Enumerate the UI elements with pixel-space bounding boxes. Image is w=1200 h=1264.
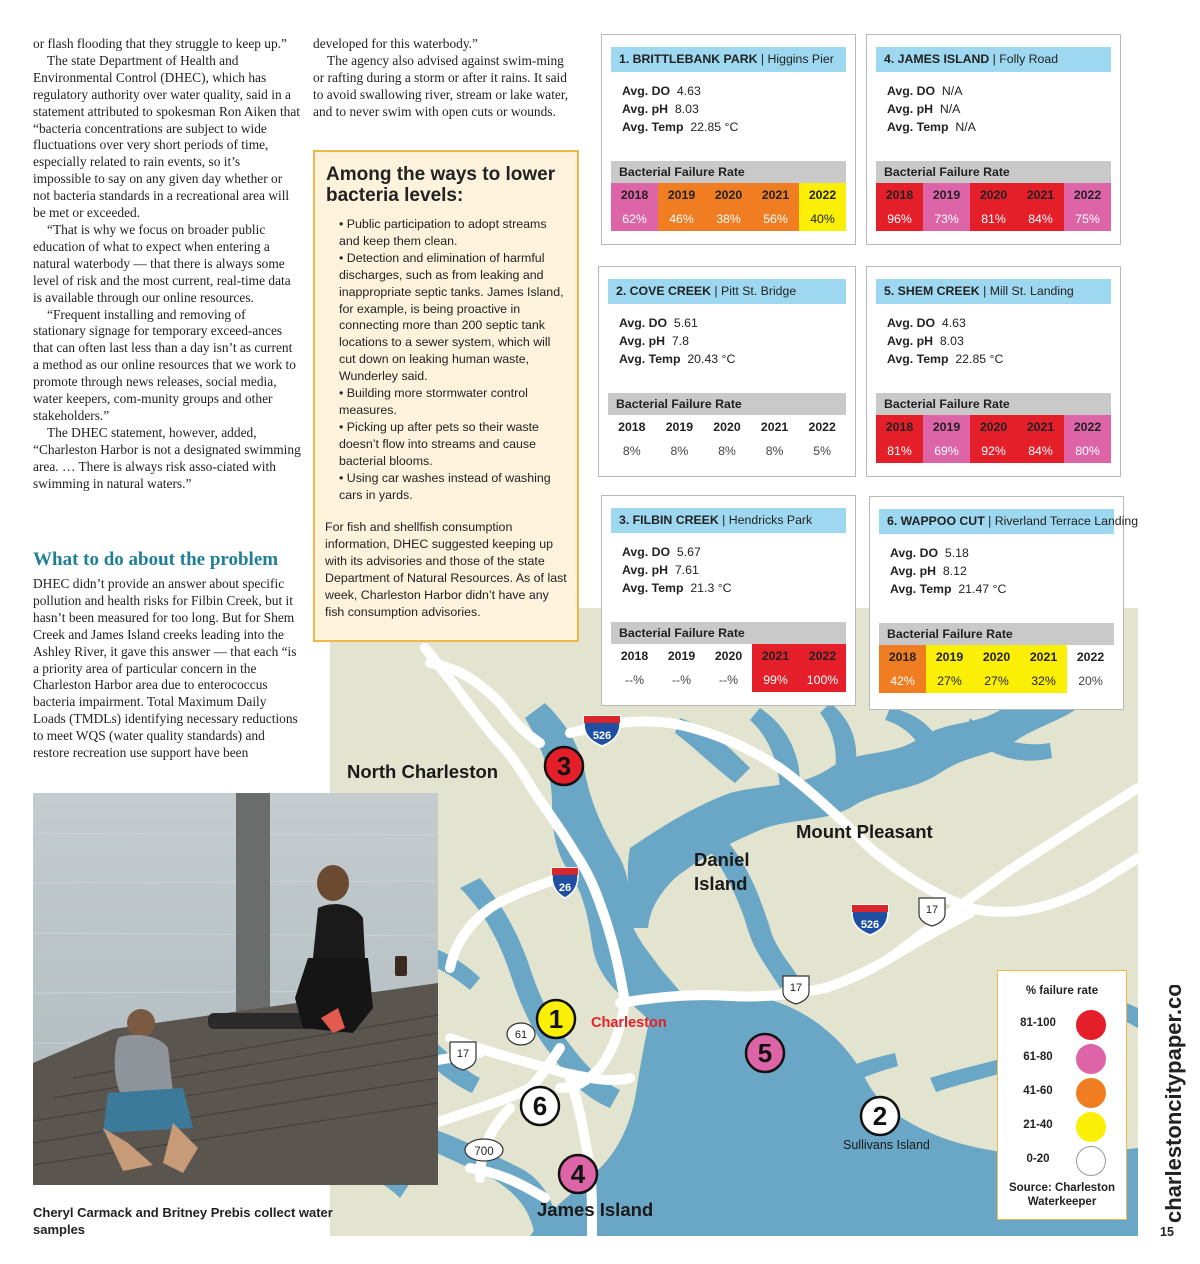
- shield-us17-east: [919, 898, 945, 926]
- legend-row: [1012, 1112, 1116, 1142]
- rate-value: 8%: [718, 444, 736, 458]
- legend-row: [1012, 1146, 1116, 1176]
- site-card: [866, 266, 1121, 477]
- legend-swatch: [1076, 1146, 1106, 1176]
- site-location: Higgins Pier: [767, 52, 834, 66]
- rate-cell: [879, 645, 926, 693]
- photo: [33, 793, 438, 1185]
- bfr-header: Bacterial Failure Rate: [876, 161, 1111, 183]
- rate-cell: [658, 644, 705, 692]
- site-name: 5. SHEM CREEK: [884, 284, 980, 298]
- rate-value: 38%: [716, 212, 741, 226]
- site-marker-2: [861, 1097, 899, 1135]
- label-mount-pleasant: Mount Pleasant: [796, 821, 933, 842]
- legend-label: 81-100: [1020, 1017, 1056, 1029]
- rate-cell: [608, 415, 656, 463]
- photo-graphic: [33, 793, 438, 1185]
- rate-year: 2022: [808, 188, 837, 202]
- rate-cell: [705, 644, 752, 692]
- site-marker-4: [559, 1155, 597, 1193]
- card-stats: [887, 82, 976, 136]
- rate-year: 2018: [620, 188, 649, 202]
- card-title: 2. COVE CREEK | Pitt St. Bridge: [608, 279, 846, 304]
- rate-cell: [799, 183, 846, 231]
- card-title: 1. BRITTLEBANK PARK | Higgins Pier: [611, 47, 846, 72]
- card-title: 3. FILBIN CREEK | Hendricks Park: [611, 508, 846, 533]
- rate-cell: [973, 645, 1020, 693]
- rate-value: 81%: [887, 444, 912, 458]
- pier-post: [236, 793, 270, 1025]
- rate-grid: [611, 644, 846, 692]
- rate-year: 2020: [979, 420, 1008, 434]
- rate-year: 2019: [667, 188, 696, 202]
- sidebar-title: Among the ways to lower bacteria levels:: [326, 164, 556, 206]
- rate-year: 2019: [932, 188, 961, 202]
- rate-year: 2021: [760, 420, 789, 434]
- paragraph: developed for this waterbody.”: [313, 36, 478, 51]
- rate-year: 2018: [620, 649, 649, 663]
- rate-cell: [1064, 415, 1111, 463]
- rate-cell: [1067, 645, 1114, 693]
- rate-value: 8%: [670, 444, 689, 458]
- card-stats: [887, 314, 1003, 368]
- stat-temp: Avg. Temp 21.3 °C: [622, 581, 732, 595]
- site-marker-1: [537, 1000, 575, 1038]
- rate-value: 62%: [622, 212, 647, 226]
- stat-do: Avg. DO 4.63: [887, 316, 966, 330]
- legend-row: [1012, 1044, 1116, 1074]
- svg-text:3: 3: [556, 751, 572, 781]
- rate-value: 73%: [934, 212, 959, 226]
- stat-temp: Avg. Temp 20.43 °C: [619, 352, 736, 366]
- rate-cell: [611, 644, 658, 692]
- rate-cell: [752, 644, 799, 692]
- rate-year: 2020: [714, 188, 743, 202]
- paragraph: The state Department of Health and Environmental Control (DHEC), which has regulatory authority over water quality, said in a statement attributed to spokesman Ron Aiken that “bacteria concentrations are subject to wide fluctuations over very short periods of time, especially related to rain events, so it’s impossible to say on any given day whether or not bacteria standards in a recreational area will be met or exceeded.: [33, 52, 301, 221]
- rate-value: 20%: [1078, 674, 1103, 688]
- rate-year: 2020: [982, 650, 1011, 664]
- svg-text:2: 2: [872, 1101, 888, 1131]
- list-item: • Detection and elimination of harmful discharges, such as from leaking and inappropriate septic tanks. James Island, for example, is being proactive in connecting more than 200 septic tank locations to a sewer system, which will cut down on leaking human waste, Wunderley said.: [339, 250, 564, 384]
- rate-value: 27%: [984, 674, 1009, 688]
- sidebar-box: [313, 150, 579, 642]
- rate-cell: [656, 415, 704, 463]
- article-column-2: [313, 36, 569, 121]
- site-card: [601, 495, 856, 706]
- site-name: [1158, 985, 1188, 1225]
- legend-row: [1012, 1010, 1116, 1040]
- site-name: 3. FILBIN CREEK: [619, 513, 719, 527]
- card-title: 4. JAMES ISLAND | Folly Road: [876, 47, 1111, 72]
- legend-label: 61-80: [1023, 1051, 1053, 1063]
- rate-cell: [1064, 183, 1111, 231]
- bfr-header: Bacterial Failure Rate: [611, 622, 846, 644]
- rate-year: 2019: [667, 649, 696, 663]
- site-location: Mill St. Landing: [989, 284, 1074, 298]
- site-name: 2. COVE CREEK: [616, 284, 711, 298]
- svg-text:61: 61: [514, 1029, 528, 1041]
- rate-grid: [876, 183, 1111, 231]
- stat-temp: Avg. Temp N/A: [887, 120, 976, 134]
- site-location: Hendricks Park: [728, 513, 813, 527]
- rate-cell: [705, 183, 752, 231]
- site-location: Riverland Terrace Landing: [994, 514, 1139, 528]
- svg-text:1: 1: [548, 1004, 564, 1034]
- rate-cell: [1020, 645, 1067, 693]
- rate-year: 2020: [713, 420, 741, 434]
- shield-us17-mid: [783, 976, 809, 1004]
- page-number: 15: [1160, 1225, 1174, 1239]
- rate-year: 2021: [1029, 650, 1058, 664]
- section-headline: What to do about the problem: [33, 549, 279, 570]
- rate-value: --%: [718, 673, 739, 687]
- sidebar-list: [325, 216, 567, 503]
- rate-value: 96%: [887, 212, 912, 226]
- rate-value: 99%: [763, 673, 788, 687]
- rate-cell: [876, 415, 923, 463]
- list-item: • Building more stormwater control measures.: [339, 386, 528, 417]
- rate-value: 5%: [813, 444, 832, 458]
- rate-year: 2019: [665, 420, 694, 434]
- card-stats: [890, 544, 1006, 598]
- stat-do: Avg. DO 4.63: [622, 84, 701, 98]
- rate-year: 2022: [1073, 420, 1102, 434]
- stat-ph: Avg. pH 8.03: [622, 102, 699, 116]
- rate-year: 2018: [618, 420, 646, 434]
- rate-value: 75%: [1075, 212, 1100, 226]
- bfr-header: Bacterial Failure Rate: [611, 161, 846, 183]
- stat-ph: Avg. pH 7.61: [622, 563, 699, 577]
- rate-year: 2020: [714, 649, 743, 663]
- rate-value: 27%: [937, 674, 962, 688]
- rate-value: 100%: [806, 673, 839, 687]
- rate-value: 46%: [669, 212, 694, 226]
- bfr-header: Bacterial Failure Rate: [879, 623, 1114, 645]
- legend-swatch: [1076, 1112, 1106, 1142]
- site-card: [598, 266, 856, 477]
- rate-year: 2018: [885, 188, 914, 202]
- stat-ph: Avg. pH 7.8: [619, 334, 689, 348]
- rate-year: 2018: [885, 420, 914, 434]
- rate-value: 40%: [810, 212, 835, 226]
- rate-value: 81%: [981, 212, 1006, 226]
- stat-temp: Avg. Temp 22.85 °C: [622, 120, 739, 134]
- legend-swatch: [1076, 1010, 1106, 1040]
- site-name: 4. JAMES ISLAND: [884, 52, 990, 66]
- site-marker-3: [545, 747, 583, 785]
- paragraph: “That is why we focus on broader public education of what to expect when entering a natural waterbody — that there is always some level of risk and the most current, real-time data is available through our online resources.: [33, 221, 291, 305]
- svg-text:5: 5: [757, 1038, 773, 1068]
- rate-cell: [1017, 415, 1064, 463]
- svg-text:526: 526: [860, 919, 880, 931]
- rate-grid: [879, 645, 1114, 693]
- card-stats: [622, 543, 732, 597]
- paragraph: DHEC didn’t provide an answer about specific pollution and health risks for Filbin Creek, but it hasn’t been measured for too long. But for Shem Creek and James Island creeks leading into the Ashley River, it gave this answer — that each “is a priority area of particular concern in the Charleston Harbor area due to enterococcus bacteria impairment. Total Maximum Daily Loads (TMDLs) identifying necessary reductions to meet WQS (water quality standards) and restore recreation use support have been: [33, 576, 298, 761]
- rate-year: 2021: [1026, 188, 1055, 202]
- svg-text:17: 17: [925, 904, 939, 916]
- rate-value: 8%: [622, 444, 641, 458]
- label-daniel: Daniel: [694, 849, 750, 870]
- rate-year: 2021: [761, 188, 790, 202]
- label-charleston: Charleston: [591, 1015, 667, 1031]
- label-island: Island: [694, 873, 748, 894]
- rate-cell: [752, 183, 799, 231]
- svg-text:17: 17: [456, 1048, 470, 1060]
- rate-year: 2021: [1026, 420, 1055, 434]
- stat-do: Avg. DO N/A: [887, 84, 963, 98]
- site-card: [869, 496, 1139, 710]
- rate-grid: [876, 415, 1111, 463]
- rate-value: --%: [624, 673, 645, 687]
- rate-value: 84%: [1028, 212, 1053, 226]
- legend-label: 0-20: [1026, 1153, 1050, 1165]
- stat-do: Avg. DO 5.67: [622, 545, 701, 559]
- rate-cell: [876, 183, 923, 231]
- label-north-charleston: North Charleston: [347, 761, 499, 782]
- legend-source: Source: Charleston Waterkeeper: [1008, 1182, 1116, 1208]
- site-card: [601, 34, 856, 245]
- stat-ph: Avg. pH N/A: [887, 102, 961, 116]
- card-title: 6. WAPPOO CUT | Riverland Terrace Landing: [879, 509, 1114, 534]
- stat-ph: Avg. pH 8.12: [890, 564, 967, 578]
- rate-value: 32%: [1031, 674, 1056, 688]
- sidebar-paragraph: For fish and shellfish consumption information, DHEC suggested keeping up with its advisories and those of the state Department of Natural Resources. As of last week, Charleston Harbor didn’t have any fish consumption advisories.: [325, 520, 567, 619]
- legend-label: 41-60: [1023, 1085, 1053, 1097]
- list-item: • Public participation to adopt streams and keep them clean.: [339, 217, 547, 248]
- site-card: [866, 34, 1121, 245]
- card-title: 5. SHEM CREEK | Mill St. Landing: [876, 279, 1111, 304]
- shield-sc61: [507, 1023, 535, 1045]
- svg-text:6: 6: [532, 1091, 548, 1121]
- label-sullivans-island: Sullivans Island: [843, 1138, 930, 1152]
- rate-year: 2022: [1076, 650, 1105, 664]
- paragraph: or flash flooding that they struggle to keep up.”: [33, 36, 287, 51]
- rate-year: 2018: [888, 650, 917, 664]
- rate-year: 2022: [1073, 188, 1102, 202]
- rate-value: 42%: [890, 674, 915, 688]
- rate-value: 69%: [934, 444, 959, 458]
- rate-value: 92%: [981, 444, 1006, 458]
- bfr-header: Bacterial Failure Rate: [876, 393, 1111, 415]
- rate-cell: [703, 415, 751, 463]
- bfr-header: Bacterial Failure Rate: [608, 393, 846, 415]
- rate-cell: [1017, 183, 1064, 231]
- rate-cell: [970, 415, 1017, 463]
- list-item: • Picking up after pets so their waste doesn’t flow into streams and cause bacterial blooms.: [339, 419, 539, 468]
- site-location: Pitt St. Bridge: [721, 284, 797, 298]
- rate-cell: [926, 645, 973, 693]
- paragraph: “Frequent installing and removing of stationary signage for temporary exceed-ances that can often last less than a day isn’t as current a method as our online resources that we work to promote through news releases, social media, water keepers, com-munity groups and other stakeholders.”: [33, 306, 296, 423]
- rate-value: 80%: [1075, 444, 1100, 458]
- site-name-text: charlestoncitypaper.com: [1161, 985, 1186, 1223]
- rate-cell: [798, 415, 846, 463]
- rate-year: 2021: [761, 649, 790, 663]
- card-stats: [619, 314, 735, 368]
- paragraph: The DHEC statement, however, added, “Charleston Harbor is not a designated swimming area. … There is always risk asso-ciated with swimming in natural waters.”: [33, 424, 301, 491]
- rate-value: 84%: [1028, 444, 1053, 458]
- rate-value: --%: [671, 673, 692, 687]
- rate-cell: [970, 183, 1017, 231]
- stat-do: Avg. DO 5.61: [619, 316, 698, 330]
- site-location: Folly Road: [999, 52, 1059, 66]
- rate-grid: [608, 415, 846, 463]
- stat-ph: Avg. pH 8.03: [887, 334, 964, 348]
- card-stats: [622, 82, 738, 136]
- rate-year: 2020: [979, 188, 1008, 202]
- rate-year: 2019: [935, 650, 964, 664]
- list-item: • Using car washes instead of washing cars in yards.: [339, 470, 551, 502]
- legend-title: % failure rate: [1025, 985, 1099, 997]
- rate-cell: [611, 183, 658, 231]
- rate-year: 2022: [808, 420, 836, 434]
- rate-cell: [923, 415, 970, 463]
- paragraph: The agency also advised against swim-ming or rafting during a storm or after it rains. It said to avoid swallowing river, stream or lake water, and to never swim with open cuts or wounds.: [313, 52, 569, 119]
- legend-row: [1012, 1078, 1116, 1108]
- svg-text:17: 17: [789, 982, 803, 994]
- svg-text:4: 4: [570, 1159, 586, 1189]
- rate-cell: [658, 183, 705, 231]
- stat-temp: Avg. Temp 22.85 °C: [887, 352, 1004, 366]
- rate-cell: [923, 183, 970, 231]
- shield-sc700: [465, 1139, 503, 1161]
- article-column-1: [33, 36, 301, 492]
- rate-cell: [799, 644, 846, 692]
- svg-text:26: 26: [558, 882, 572, 894]
- legend-swatch: [1076, 1044, 1106, 1074]
- svg-text:700: 700: [474, 1146, 494, 1158]
- site-name: 1. BRITTLEBANK PARK: [619, 52, 758, 66]
- shield-us17-west: [450, 1042, 476, 1070]
- photo-caption: Cheryl Carmack and Britney Prebis collect water samples: [33, 1205, 333, 1237]
- rate-year: 2019: [932, 420, 961, 434]
- stat-temp: Avg. Temp 21.47 °C: [890, 582, 1007, 596]
- legend-label: 21-40: [1023, 1119, 1053, 1131]
- rate-value: 56%: [763, 212, 788, 226]
- rate-value: 8%: [765, 444, 784, 458]
- site-marker-6: [521, 1087, 559, 1125]
- site-marker-5: [746, 1034, 784, 1072]
- rate-grid: [611, 183, 846, 231]
- stat-do: Avg. DO 5.18: [890, 546, 969, 560]
- label-james-island: James Island: [537, 1199, 654, 1220]
- legend: [997, 970, 1127, 1220]
- rate-cell: [751, 415, 799, 463]
- legend-swatch: [1076, 1078, 1106, 1108]
- site-name: 6. WAPPOO CUT: [887, 514, 985, 528]
- svg-text:526: 526: [592, 730, 612, 742]
- rate-year: 2022: [808, 649, 837, 663]
- article-column-1-continued: [33, 576, 301, 762]
